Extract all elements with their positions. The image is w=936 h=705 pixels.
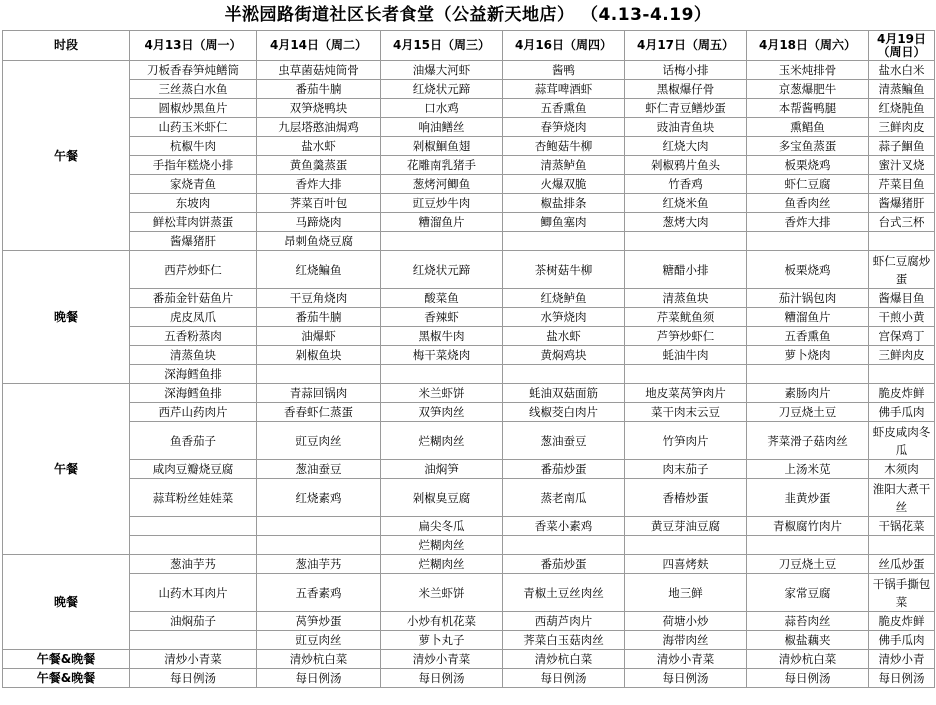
header-row (3, 31, 935, 61)
dish-cell: 葱油蚕豆 (257, 460, 381, 479)
dish-cell: 酱鸭 (503, 61, 625, 80)
dish-cell: 剁椒鸦片鱼头 (625, 156, 747, 175)
dish-cell: 木须肉 (869, 460, 935, 479)
dish-cell: 油爆虾 (257, 327, 381, 346)
dish-cell: 干豆角烧肉 (257, 289, 381, 308)
dish-cell: 竹笋肉片 (625, 422, 747, 460)
dish-cell: 清蒸鲈鱼 (503, 156, 625, 175)
dish-cell: 青椒腐竹肉片 (747, 517, 869, 536)
dish-cell: 深海鳕鱼排 (130, 384, 257, 403)
dish-cell: 萝卜烧肉 (747, 346, 869, 365)
period-cell: 晚餐 (3, 555, 130, 650)
dish-cell: 青椒土豆丝肉丝 (503, 574, 625, 612)
period-cell: 午餐 (3, 384, 130, 555)
dish-cell: 椒盐排条 (503, 194, 625, 213)
dish-cell: 韭黄炒蛋 (747, 479, 869, 517)
menu-row (3, 460, 935, 479)
dish-cell: 水笋烧肉 (503, 308, 625, 327)
dish-cell: 板栗烧鸡 (747, 156, 869, 175)
menu-row (3, 517, 935, 536)
dish-cell: 葱烤大肉 (625, 213, 747, 232)
dish-cell: 荠菜滑子菇肉丝 (747, 422, 869, 460)
menu-row (3, 99, 935, 118)
period-cell: 午餐&晚餐 (3, 669, 130, 688)
dish-cell: 每日例汤 (747, 669, 869, 688)
menu-row (3, 213, 935, 232)
dish-cell: 番茄炒蛋 (503, 555, 625, 574)
dish-cell: 香春虾仁蒸蛋 (257, 403, 381, 422)
dish-cell: 双笋烧鸭块 (257, 99, 381, 118)
dish-cell: 双笋肉丝 (381, 403, 503, 422)
dish-cell: 虾仁豆腐 (747, 175, 869, 194)
dish-cell: 清炒小青菜 (130, 650, 257, 669)
dish-cell: 西芹山药肉片 (130, 403, 257, 422)
dish-cell: 香炸大排 (747, 213, 869, 232)
dish-cell: 五香熏鱼 (503, 99, 625, 118)
menu-row (3, 650, 935, 669)
day-header: 4月13日（周一） (130, 31, 257, 61)
dish-cell (747, 365, 869, 384)
dish-cell: 圆椒炒黑鱼片 (130, 99, 257, 118)
period-cell: 午餐&晚餐 (3, 650, 130, 669)
dish-cell: 蚝油双菇面筋 (503, 384, 625, 403)
dish-cell (130, 536, 257, 555)
dish-cell: 地三鲜 (625, 574, 747, 612)
dish-cell (381, 365, 503, 384)
dish-cell: 红烧米鱼 (625, 194, 747, 213)
dish-cell: 鱼香肉丝 (747, 194, 869, 213)
dish-cell: 西葫芦肉片 (503, 612, 625, 631)
dish-cell: 板栗烧鸡 (747, 251, 869, 289)
dish-cell: 三鲜肉皮 (869, 346, 935, 365)
dish-cell: 竹香鸡 (625, 175, 747, 194)
dish-cell: 深海鳕鱼排 (130, 365, 257, 384)
dish-cell: 蒜茸粉丝娃娃菜 (130, 479, 257, 517)
dish-cell (747, 232, 869, 251)
dish-cell: 九层塔憨油焗鸡 (257, 118, 381, 137)
dish-cell: 茄汁锅包肉 (747, 289, 869, 308)
dish-cell: 油焖笋 (381, 460, 503, 479)
dish-cell (747, 536, 869, 555)
dish-cell: 刀豆烧土豆 (747, 555, 869, 574)
dish-cell: 梅干菜烧肉 (381, 346, 503, 365)
dish-cell: 家常豆腐 (747, 574, 869, 612)
dish-cell: 蒜子鮰鱼 (869, 137, 935, 156)
dish-cell: 油焖茄子 (130, 612, 257, 631)
menu-row (3, 384, 935, 403)
menu-table (2, 30, 935, 688)
dish-cell: 话梅小排 (625, 61, 747, 80)
dish-cell: 糟溜鱼片 (747, 308, 869, 327)
dish-cell: 上汤米苋 (747, 460, 869, 479)
dish-cell: 荷塘小炒 (625, 612, 747, 631)
dish-cell: 烂糊肉丝 (381, 536, 503, 555)
dish-cell: 芹菜鱿鱼须 (625, 308, 747, 327)
dish-cell: 黄豆芽油豆腐 (625, 517, 747, 536)
dish-cell: 清蒸鱼块 (625, 289, 747, 308)
dish-cell: 马蹄烧肉 (257, 213, 381, 232)
dish-cell: 香椿炒蛋 (625, 479, 747, 517)
dish-cell: 五香粉蒸肉 (130, 327, 257, 346)
dish-cell: 干煎小黄 (869, 308, 935, 327)
menu-row (3, 555, 935, 574)
menu-row (3, 422, 935, 460)
menu-row (3, 669, 935, 688)
dish-cell: 东坡肉 (130, 194, 257, 213)
dish-cell: 火爆双脆 (503, 175, 625, 194)
day-header: 4月14日（周二） (257, 31, 381, 61)
dish-cell: 脆皮炸鲜 (869, 384, 935, 403)
period-header: 时段 (3, 31, 130, 61)
day-header: 4月16日（周四） (503, 31, 625, 61)
dish-cell: 三鲜肉皮 (869, 118, 935, 137)
dish-cell: 清炒小青菜 (625, 650, 747, 669)
dish-cell: 香菜小素鸡 (503, 517, 625, 536)
dish-cell: 盐水虾 (257, 137, 381, 156)
dish-cell: 蒜苔肉丝 (747, 612, 869, 631)
dish-cell: 清炒小青 (869, 650, 935, 669)
dish-cell: 清炒杭白菜 (257, 650, 381, 669)
dish-cell: 花雕南乳猪手 (381, 156, 503, 175)
dish-cell: 鲫鱼塞肉 (503, 213, 625, 232)
dish-cell: 虫草菌菇炖筒骨 (257, 61, 381, 80)
dish-cell: 刀板香春笋炖鳝筒 (130, 61, 257, 80)
dish-cell: 萝卜丸子 (381, 631, 503, 650)
dish-cell: 宫保鸡丁 (869, 327, 935, 346)
period-cell: 晚餐 (3, 251, 130, 384)
dish-cell: 酱爆猪肝 (130, 232, 257, 251)
dish-cell: 虾皮咸肉冬瓜 (869, 422, 935, 460)
dish-cell: 红烧大肉 (625, 137, 747, 156)
dish-cell: 昂刺鱼烧豆腐 (257, 232, 381, 251)
day-header: 4月17日（周五） (625, 31, 747, 61)
dish-cell: 手指年糕烧小排 (130, 156, 257, 175)
menu-row (3, 327, 935, 346)
dish-cell: 地皮菜莴笋肉片 (625, 384, 747, 403)
dish-cell: 西芹炒虾仁 (130, 251, 257, 289)
dish-cell: 红烧肫鱼 (869, 99, 935, 118)
dish-cell: 清炒小青菜 (381, 650, 503, 669)
dish-cell (257, 536, 381, 555)
dish-cell: 荠菜白玉菇肉丝 (503, 631, 625, 650)
menu-row (3, 232, 935, 251)
dish-cell: 干锅花菜 (869, 517, 935, 536)
dish-cell: 青蒜回锅肉 (257, 384, 381, 403)
menu-row (3, 403, 935, 422)
dish-cell: 清蒸鳊鱼 (869, 80, 935, 99)
dish-cell (625, 536, 747, 555)
dish-cell: 剁椒鮰鱼翅 (381, 137, 503, 156)
dish-cell: 干锅手撕包菜 (869, 574, 935, 612)
dish-cell: 香辣虾 (381, 308, 503, 327)
dish-cell: 每日例汤 (381, 669, 503, 688)
dish-cell: 春笋烧肉 (503, 118, 625, 137)
menu-body (3, 61, 935, 688)
dish-cell: 刀豆烧土豆 (747, 403, 869, 422)
dish-cell: 油爆大河虾 (381, 61, 503, 80)
day-header: 4月19日（周日） (869, 31, 935, 61)
dish-cell: 芹菜目鱼 (869, 175, 935, 194)
dish-cell: 盐水虾 (503, 327, 625, 346)
menu-row (3, 175, 935, 194)
dish-cell: 清蒸鱼块 (130, 346, 257, 365)
dish-cell: 虾仁豆腐炒蛋 (869, 251, 935, 289)
dish-cell: 茶树菇牛柳 (503, 251, 625, 289)
dish-cell (625, 365, 747, 384)
menu-row (3, 156, 935, 175)
dish-cell: 虾仁青豆鳝炒蛋 (625, 99, 747, 118)
dish-cell: 本帮酱鸭腿 (747, 99, 869, 118)
dish-cell: 脆皮炸鲜 (869, 612, 935, 631)
menu-row (3, 479, 935, 517)
dish-cell: 豉油青鱼块 (625, 118, 747, 137)
dish-cell: 清炒杭白菜 (503, 650, 625, 669)
dish-cell (503, 232, 625, 251)
dish-cell: 酱爆目鱼 (869, 289, 935, 308)
dish-cell: 蒸老南瓜 (503, 479, 625, 517)
dish-cell: 芦笋炒虾仁 (625, 327, 747, 346)
dish-cell: 黑椒牛肉 (381, 327, 503, 346)
menu-row (3, 194, 935, 213)
dish-cell: 小炒有机花菜 (381, 612, 503, 631)
dish-cell: 烂糊肉丝 (381, 422, 503, 460)
menu-row (3, 631, 935, 650)
dish-cell: 蜜汁叉烧 (869, 156, 935, 175)
menu-row (3, 365, 935, 384)
dish-cell: 每日例汤 (869, 669, 935, 688)
dish-cell: 清炒杭白菜 (747, 650, 869, 669)
dish-cell: 咸肉豆瓣烧豆腐 (130, 460, 257, 479)
dish-cell: 葱油蚕豆 (503, 422, 625, 460)
dish-cell: 虎皮凤爪 (130, 308, 257, 327)
dish-cell: 豇豆肉丝 (257, 422, 381, 460)
dish-cell (869, 365, 935, 384)
dish-cell: 黑椒爆仔骨 (625, 80, 747, 99)
dish-cell: 红烧状元蹄 (381, 251, 503, 289)
dish-cell: 山药木耳肉片 (130, 574, 257, 612)
dish-cell: 三丝蒸白水鱼 (130, 80, 257, 99)
dish-cell (257, 517, 381, 536)
dish-cell: 葱烤河鲫鱼 (381, 175, 503, 194)
page-title: 半淞园路街道社区长者食堂（公益新天地店） （4.13-4.19） (224, 5, 712, 25)
dish-cell: 每日例汤 (130, 669, 257, 688)
dish-cell: 莴笋炒蛋 (257, 612, 381, 631)
dish-cell: 扁尖冬瓜 (381, 517, 503, 536)
dish-cell: 盐水白米 (869, 61, 935, 80)
dish-cell: 豇豆肉丝 (257, 631, 381, 650)
menu-row (3, 118, 935, 137)
menu-row (3, 612, 935, 631)
dish-cell: 佛手瓜肉 (869, 631, 935, 650)
dish-cell: 红烧素鸡 (257, 479, 381, 517)
day-header: 4月18日（周六） (747, 31, 869, 61)
dish-cell (869, 536, 935, 555)
dish-cell: 酸菜鱼 (381, 289, 503, 308)
dish-cell (625, 232, 747, 251)
dish-cell: 线椒茭白肉片 (503, 403, 625, 422)
dish-cell: 素肠肉片 (747, 384, 869, 403)
dish-cell: 葱油芋艿 (130, 555, 257, 574)
day-header: 4月15日（周三） (381, 31, 503, 61)
dish-cell: 黄鱼羹蒸蛋 (257, 156, 381, 175)
dish-cell: 番茄炒蛋 (503, 460, 625, 479)
dish-cell (257, 365, 381, 384)
dish-cell: 酱爆猪肝 (869, 194, 935, 213)
dish-cell (130, 517, 257, 536)
dish-cell (503, 536, 625, 555)
dish-cell: 米兰虾饼 (381, 384, 503, 403)
dish-cell: 响油鳝丝 (381, 118, 503, 137)
menu-row (3, 80, 935, 99)
menu-row (3, 251, 935, 289)
dish-cell: 椒盐藕夹 (747, 631, 869, 650)
dish-cell: 蒜茸啤酒虾 (503, 80, 625, 99)
dish-cell: 肉末茄子 (625, 460, 747, 479)
menu-row (3, 346, 935, 365)
dish-cell: 鲜松茸肉饼蒸蛋 (130, 213, 257, 232)
dish-cell: 鱼香茄子 (130, 422, 257, 460)
dish-cell: 四喜烤麸 (625, 555, 747, 574)
dish-cell: 杭椒牛肉 (130, 137, 257, 156)
dish-cell: 红烧鲈鱼 (503, 289, 625, 308)
menu-row (3, 574, 935, 612)
dish-cell: 杏鲍菇牛柳 (503, 137, 625, 156)
dish-cell: 蚝油牛肉 (625, 346, 747, 365)
dish-cell: 番茄金针菇鱼片 (130, 289, 257, 308)
dish-cell: 剁椒鱼块 (257, 346, 381, 365)
dish-cell: 番茄牛腩 (257, 80, 381, 99)
period-cell: 午餐 (3, 61, 130, 251)
dish-cell: 佛手瓜肉 (869, 403, 935, 422)
dish-cell: 黄焖鸡块 (503, 346, 625, 365)
menu-row (3, 289, 935, 308)
dish-cell: 豇豆炒牛肉 (381, 194, 503, 213)
dish-cell: 玉米炖排骨 (747, 61, 869, 80)
menu-row (3, 61, 935, 80)
dish-cell: 每日例汤 (257, 669, 381, 688)
dish-cell: 丝瓜炒蛋 (869, 555, 935, 574)
menu-row (3, 536, 935, 555)
dish-cell: 五香熏鱼 (747, 327, 869, 346)
dish-cell: 口水鸡 (381, 99, 503, 118)
dish-cell: 番茄牛腩 (257, 308, 381, 327)
dish-cell: 山药玉米虾仁 (130, 118, 257, 137)
dish-cell: 熏鲳鱼 (747, 118, 869, 137)
dish-cell: 每日例汤 (503, 669, 625, 688)
dish-cell (869, 232, 935, 251)
dish-cell (130, 631, 257, 650)
menu-row (3, 137, 935, 156)
dish-cell (503, 365, 625, 384)
dish-cell: 糖醋小排 (625, 251, 747, 289)
dish-cell: 红烧鳊鱼 (257, 251, 381, 289)
dish-cell: 红烧状元蹄 (381, 80, 503, 99)
dish-cell: 每日例汤 (625, 669, 747, 688)
dish-cell: 荠菜百叶包 (257, 194, 381, 213)
dish-cell: 香炸大排 (257, 175, 381, 194)
dish-cell: 米兰虾饼 (381, 574, 503, 612)
dish-cell: 糟溜鱼片 (381, 213, 503, 232)
dish-cell: 海带肉丝 (625, 631, 747, 650)
dish-cell: 台式三杯 (869, 213, 935, 232)
dish-cell (381, 232, 503, 251)
menu-row (3, 308, 935, 327)
dish-cell: 京葱爆肥牛 (747, 80, 869, 99)
dish-cell: 剁椒臭豆腐 (381, 479, 503, 517)
dish-cell: 淮阳大煮干丝 (869, 479, 935, 517)
dish-cell: 菜干肉末云豆 (625, 403, 747, 422)
dish-cell: 五香素鸡 (257, 574, 381, 612)
dish-cell: 烂糊肉丝 (381, 555, 503, 574)
dish-cell: 家烧青鱼 (130, 175, 257, 194)
dish-cell: 多宝鱼蒸蛋 (747, 137, 869, 156)
dish-cell: 葱油芋艿 (257, 555, 381, 574)
